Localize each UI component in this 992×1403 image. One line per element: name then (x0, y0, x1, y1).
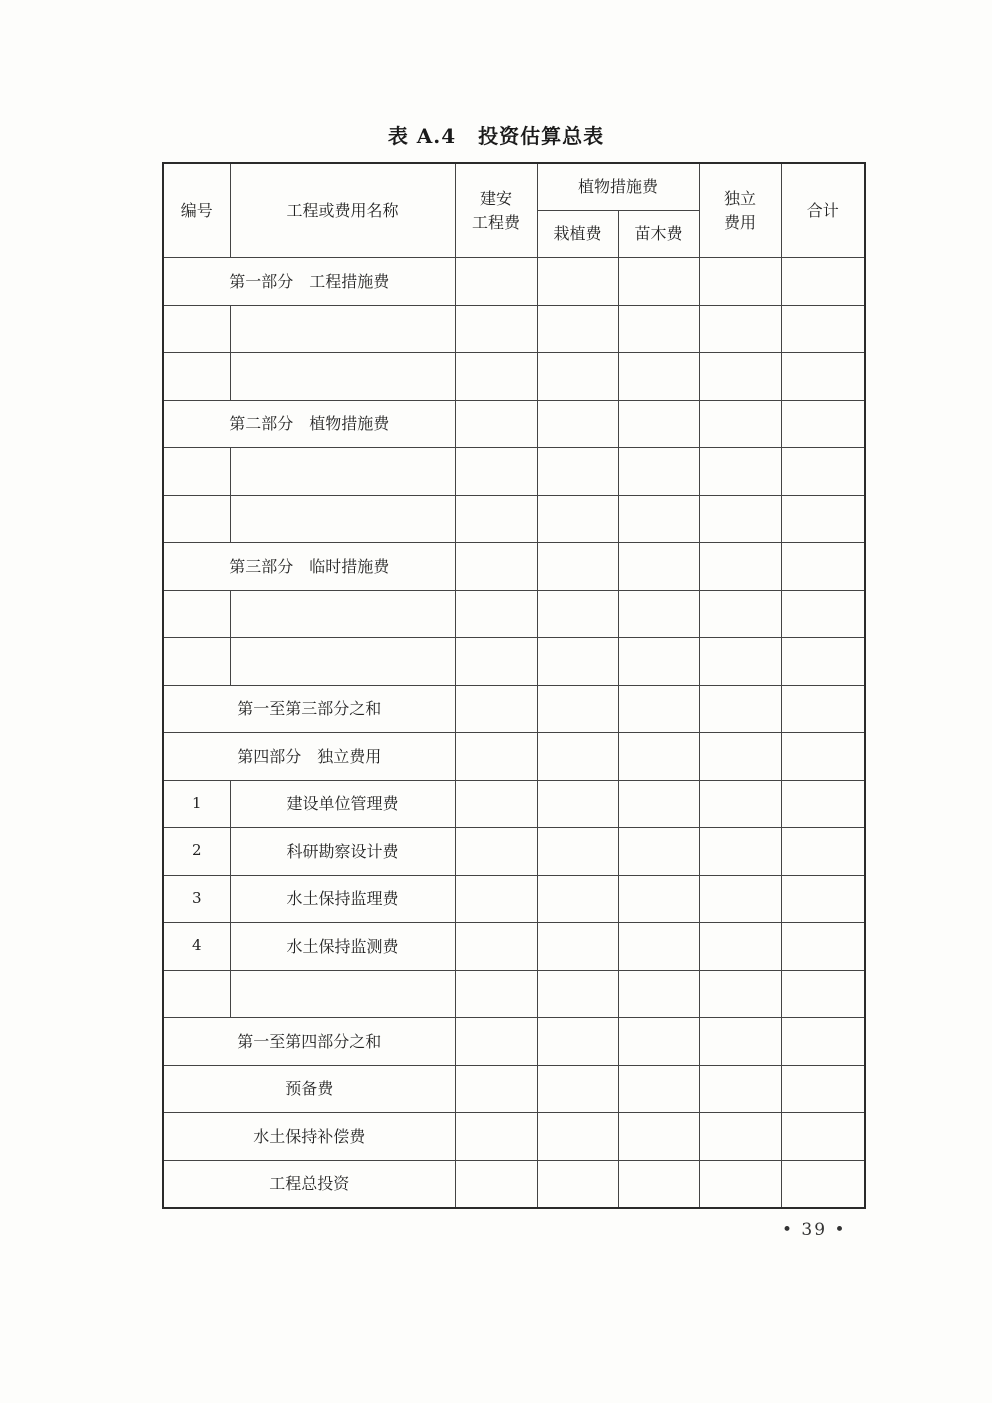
cell (455, 828, 537, 876)
page-number: • 39 • (782, 1220, 847, 1240)
cell (455, 780, 537, 828)
cell (781, 1065, 865, 1113)
header-construction-line1: 建安 (479, 189, 512, 209)
cell (537, 448, 618, 496)
cell (699, 305, 781, 353)
cell (618, 543, 699, 591)
cell (618, 590, 699, 638)
table-row-item4 (163, 923, 865, 971)
cell (537, 1113, 618, 1161)
header-number: 编号 (163, 163, 230, 258)
cell (537, 733, 618, 781)
cell (618, 1113, 699, 1161)
cell (618, 733, 699, 781)
cell (699, 353, 781, 401)
cell (618, 923, 699, 971)
cell (699, 258, 781, 306)
header-independent-line2: 费用 (724, 212, 757, 232)
row-label-part3: 第三部分 临时措施费 (163, 543, 455, 591)
cell (230, 970, 455, 1018)
cell (230, 305, 455, 353)
cell (699, 970, 781, 1018)
cell (699, 780, 781, 828)
table-row-item3 (163, 875, 865, 923)
row-label-part4: 第四部分 独立费用 (163, 733, 455, 781)
cell (163, 970, 230, 1018)
table-row-sum-1-3 (163, 685, 865, 733)
cell (537, 400, 618, 448)
table-row-part4 (163, 733, 865, 781)
cell (163, 305, 230, 353)
cell (455, 590, 537, 638)
cell (537, 638, 618, 686)
cell (781, 875, 865, 923)
cell (618, 495, 699, 543)
header-independent (699, 163, 781, 258)
row-label-reserve: 预备费 (163, 1065, 455, 1113)
cell (699, 875, 781, 923)
row-label-part2: 第二部分 植物措施费 (163, 400, 455, 448)
cell (230, 448, 455, 496)
header-seedling: 苗木费 (618, 211, 699, 258)
cell (455, 495, 537, 543)
cell (455, 923, 537, 971)
table-row-blank (163, 970, 865, 1018)
cell (781, 780, 865, 828)
cell (699, 1065, 781, 1113)
cell (537, 1018, 618, 1066)
cell (699, 495, 781, 543)
cell (618, 970, 699, 1018)
cell (781, 305, 865, 353)
cell (699, 1113, 781, 1161)
cell (618, 258, 699, 306)
table-row-sum-1-4 (163, 1018, 865, 1066)
cell (537, 258, 618, 306)
table-number: 表 A.4 (387, 124, 457, 148)
cell (699, 638, 781, 686)
cell (781, 400, 865, 448)
cell (618, 1160, 699, 1208)
table-row-part1 (163, 258, 865, 306)
cell (455, 638, 537, 686)
cell (781, 590, 865, 638)
header-planting: 栽植费 (537, 211, 618, 258)
item-number: 1 (163, 780, 230, 828)
header-name: 工程或费用名称 (230, 163, 455, 258)
cell (699, 590, 781, 638)
row-label-total-investment: 工程总投资 (163, 1160, 455, 1208)
cell (455, 875, 537, 923)
cell (781, 733, 865, 781)
cell (230, 638, 455, 686)
cell (618, 638, 699, 686)
cell (781, 353, 865, 401)
item-name: 建设单位管理费 (230, 780, 455, 828)
cell (537, 1160, 618, 1208)
cell (699, 400, 781, 448)
cell (699, 1160, 781, 1208)
investment-estimate-table (162, 162, 866, 1209)
cell (230, 495, 455, 543)
cell (699, 828, 781, 876)
cell (455, 733, 537, 781)
cell (699, 733, 781, 781)
cell (618, 780, 699, 828)
cell (537, 828, 618, 876)
item-number: 2 (163, 828, 230, 876)
cell (537, 685, 618, 733)
table-row-compensation (163, 1113, 865, 1161)
cell (163, 590, 230, 638)
cell (781, 638, 865, 686)
item-name: 科研勘察设计费 (230, 828, 455, 876)
cell (781, 1160, 865, 1208)
cell (537, 1065, 618, 1113)
cell (618, 1065, 699, 1113)
table-row-item2 (163, 828, 865, 876)
row-label-sum-1-3: 第一至第三部分之和 (163, 685, 455, 733)
header-independent-line1: 独立 (724, 189, 757, 209)
cell (537, 923, 618, 971)
table-row-part3 (163, 543, 865, 591)
cell (537, 875, 618, 923)
cell (781, 828, 865, 876)
cell (618, 875, 699, 923)
cell (455, 685, 537, 733)
table-row-blank (163, 495, 865, 543)
cell (163, 448, 230, 496)
cell (537, 495, 618, 543)
cell (230, 353, 455, 401)
cell (163, 638, 230, 686)
header-plant-group: 植物措施费 (537, 163, 699, 211)
item-name: 水土保持监测费 (230, 923, 455, 971)
cell (699, 448, 781, 496)
header-construction-line2: 工程费 (471, 212, 520, 232)
item-name: 水土保持监理费 (230, 875, 455, 923)
row-label-compensation: 水土保持补偿费 (163, 1113, 455, 1161)
cell (455, 1160, 537, 1208)
header-construction (455, 163, 537, 258)
cell (618, 305, 699, 353)
cell (618, 685, 699, 733)
cell (230, 590, 455, 638)
cell (781, 448, 865, 496)
cell (455, 305, 537, 353)
cell (455, 448, 537, 496)
cell (455, 353, 537, 401)
item-number: 3 (163, 875, 230, 923)
cell (163, 495, 230, 543)
row-label-part1: 第一部分 工程措施费 (163, 258, 455, 306)
cell (618, 1018, 699, 1066)
table-row-total-investment (163, 1160, 865, 1208)
cell (455, 400, 537, 448)
table-row-item1 (163, 780, 865, 828)
table-row-blank (163, 590, 865, 638)
row-label-sum-1-4: 第一至第四部分之和 (163, 1018, 455, 1066)
header-row (163, 163, 865, 211)
table-row-blank (163, 353, 865, 401)
item-number: 4 (163, 923, 230, 971)
cell (537, 780, 618, 828)
cell (537, 590, 618, 638)
cell (699, 923, 781, 971)
cell (455, 258, 537, 306)
table-row-reserve (163, 1065, 865, 1113)
cell (699, 685, 781, 733)
table-row-blank (163, 305, 865, 353)
cell (455, 1113, 537, 1161)
cell (455, 543, 537, 591)
cell (537, 305, 618, 353)
cell (781, 970, 865, 1018)
cell (781, 1018, 865, 1066)
header-total: 合计 (781, 163, 865, 258)
cell (618, 400, 699, 448)
cell (163, 353, 230, 401)
cell (455, 1018, 537, 1066)
cell (781, 923, 865, 971)
cell (781, 1113, 865, 1161)
cell (699, 543, 781, 591)
cell (537, 353, 618, 401)
cell (455, 970, 537, 1018)
cell (537, 543, 618, 591)
cell (699, 1018, 781, 1066)
cell (781, 543, 865, 591)
cell (537, 970, 618, 1018)
cell (618, 448, 699, 496)
cell (781, 685, 865, 733)
cell (781, 495, 865, 543)
cell (618, 353, 699, 401)
cell (455, 1065, 537, 1113)
table-row-part2 (163, 400, 865, 448)
table-title (0, 120, 992, 149)
table-row-blank (163, 448, 865, 496)
cell (781, 258, 865, 306)
cell (618, 828, 699, 876)
table-title-text: 投资估算总表 (478, 124, 605, 148)
table-row-blank (163, 638, 865, 686)
